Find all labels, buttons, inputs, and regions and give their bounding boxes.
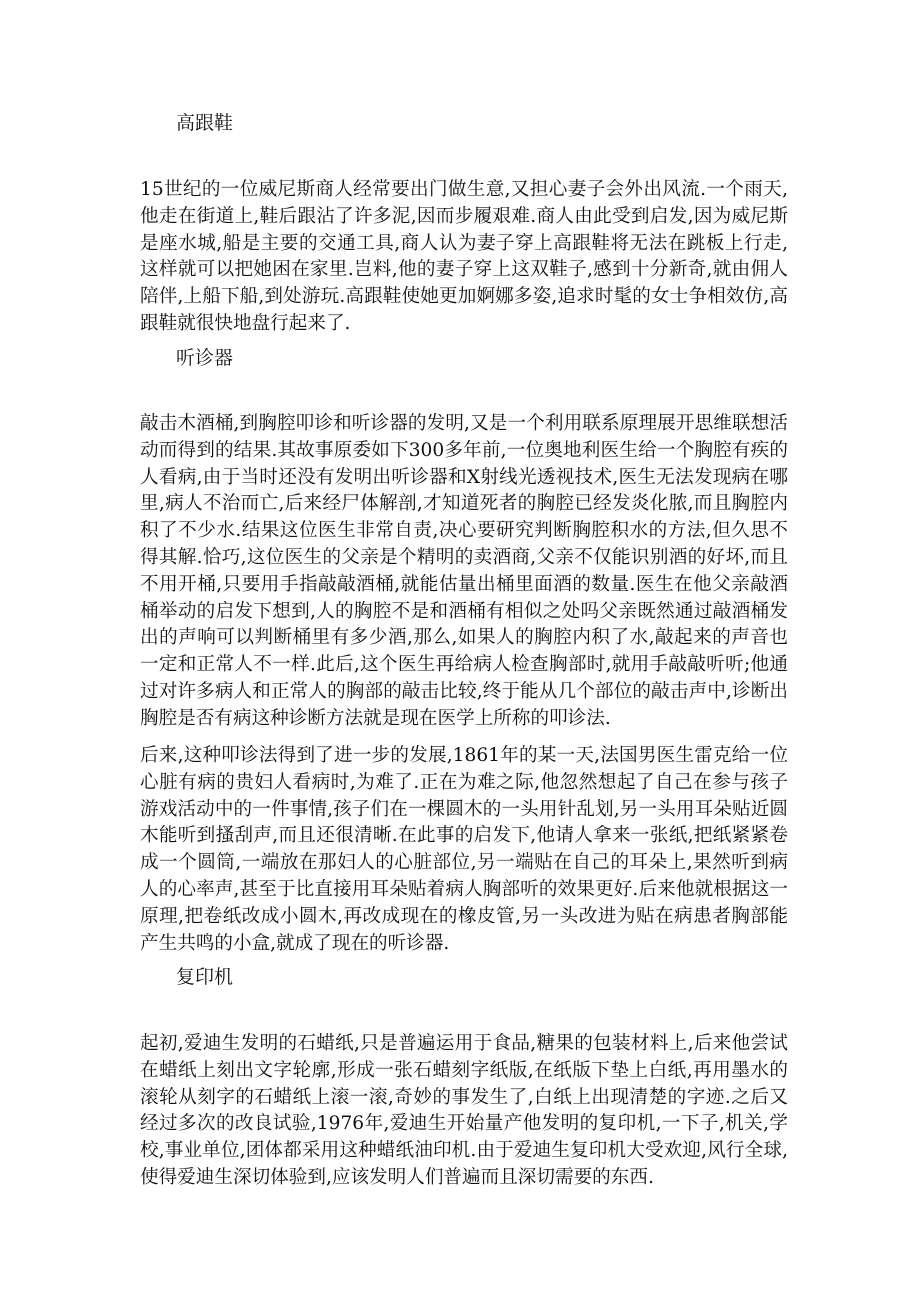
- section-heading-copier: 复印机: [176, 966, 234, 988]
- paragraph-copier: 起初,爱迪生发明的石蜡纸,只是普遍运用于食品,糖果的包装材料上,后来他尝试在蜡纸上刻出文字轮廓,形成一张石蜡刻字纸版,在纸版下垫上白纸,再用墨水的滚轮从刻字的石蜡纸上滚一滚,奇妙的事发生了,白纸上出现清楚的字迹.之后又经过多次的改良试验,1976年,爱迪生开始量产他发明的复印机,一下子,机关,学校,事业单位,团体都采用这种蜡纸油印机.由于爱迪生复印机大受欢迎,风行全球,使得爱迪生深切体验到,应该发明人们普遍而且深切需要的东西.: [140, 1033, 788, 1188]
- paragraph-high-heels: 15世纪的一位威尼斯商人经常要出门做生意,又担心妻子会外出风流.一个雨天,他走在街道上,鞋后跟沾了许多泥,因而步履艰难.商人由此受到启发,因为威尼斯是座水城,船是主要的交通工具,商人认为妻子穿上高跟鞋将无法在跳板上行走,这样就可以把她困在家里.岂料,他的妻子穿上这双鞋子,感到十分新奇,就由佣人陪伴,上船下船,到处游玩.高跟鞋使她更加婀娜多姿,追求时髦的女士争相效仿,高跟鞋就很快地盘行起来了.: [140, 179, 788, 334]
- section-heading-stethoscope: 听诊器: [176, 347, 234, 369]
- section-heading-high-heels: 高跟鞋: [176, 112, 234, 134]
- paragraph-stethoscope-percussion: 敲击木酒桶,到胸腔叩诊和听诊器的发明,又是一个利用联系原理展开思维联想活动而得到的结果.其故事原委如下300多年前,一位奥地利医生给一个胸腔有疾的人看病,由于当时还没有发明出听诊器和X射线光透视技术,医生无法发现病在哪里,病人不治而亡,后来经尸体解剖,才知道死者的胸腔已经发炎化脓,而且胸腔内积了不少水.结果这位医生非常自责,决心要研究判断胸腔积水的方法,但久思不得其解.恰巧,这位医生的父亲是个精明的卖酒商,父亲不仅能识别酒的好坏,而且不用开桶,只要用手指敲敲酒桶,就能估量出桶里面酒的数量.医生在他父亲敲酒桶举动的启发下想到,人的胸腔不是和酒桶有相似之处吗父亲既然通过敲酒桶发出的声响可以判断桶里有多少酒,那么,如果人的胸腔内积了水,敲起来的声音也一定和正常人不一样.此后,这个医生再给病人检查胸部时,就用手敲敲听听;他通过对许多病人和正常人的胸部的敲击比较,终于能从几个部位的敲击声中,诊断出胸腔是否有病这种诊断方法就是现在医学上所称的叩诊法.: [140, 413, 788, 729]
- paragraph-stethoscope-invention: 后来,这种叩诊法得到了进一步的发展,1861年的某一天,法国男医生雷克给一位心脏有病的贵妇人看病时,为难了.正在为难之际,他忽然想起了自己在参与孩子游戏活动中的一件事情,孩子们在一棵圆木的一头用针乱划,另一头用耳朵贴近圆木能听到搔刮声,而且还很清晰.在此事的启发下,他请人拿来一张纸,把纸紧紧卷成一个圆筒,一端放在那妇人的心脏部位,另一端贴在自己的耳朵上,果然听到病人的心率声,甚至于比直接用耳朵贴着病人胸部听的效果更好.后来他就根据这一原理,把卷纸改成小圆木,再改成现在的橡皮管,另一头改进为贴在病患者胸部能产生共鸣的小盒,就成了现在的听诊器.: [140, 745, 788, 954]
